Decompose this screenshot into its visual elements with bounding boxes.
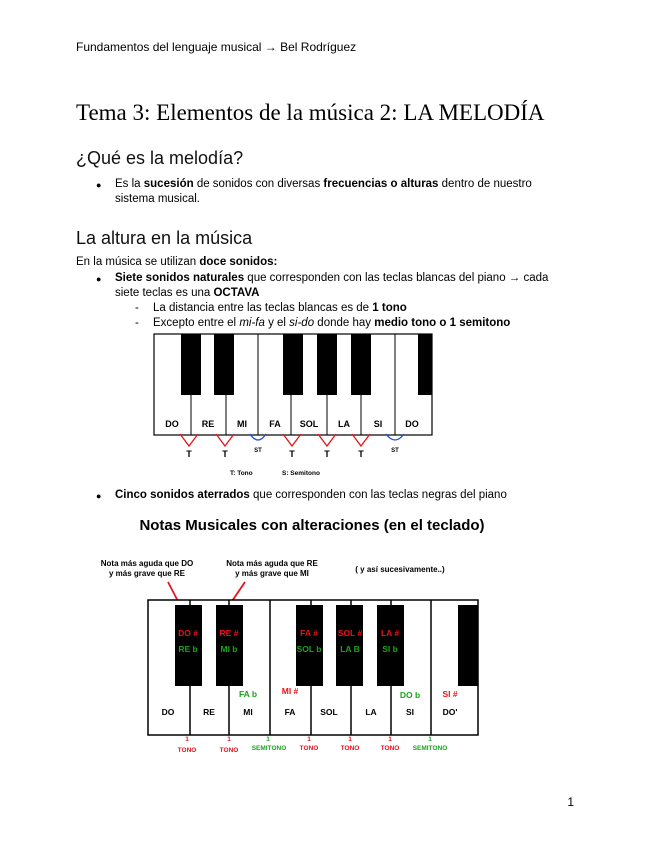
note2-line1: Nota más aguda que RE — [226, 559, 318, 568]
interval-label: ST — [391, 448, 399, 454]
white-note: LA — [365, 707, 377, 717]
black-key — [351, 334, 371, 395]
piano1-note: DO — [405, 419, 419, 429]
interval-label: T — [186, 449, 192, 459]
cinco-sonidos-text: Cinco sonidos aterrados que corresponden con las teclas negras del piano — [115, 489, 507, 501]
note2-line2: y más grave que MI — [235, 569, 309, 578]
flat-label: MI b — [220, 644, 238, 654]
interval-arc — [318, 434, 336, 446]
black-key — [458, 605, 478, 686]
interval-label: T — [289, 449, 295, 459]
interval-word: SEMITONO — [251, 745, 287, 752]
interval-arc — [352, 434, 370, 446]
white-alt-label: MI # — [281, 686, 299, 696]
section-heading-melodia: ¿Qué es la melodía? — [76, 148, 244, 168]
bullet-dot: ● — [96, 180, 102, 190]
sharp-label: DO # — [178, 628, 198, 638]
white-alt-label: DO b — [399, 690, 421, 700]
note1-line1: Nota más aguda que DO — [100, 559, 194, 568]
piano-diagram-2 — [80, 510, 500, 760]
black-key — [317, 334, 337, 395]
white-note: MI — [243, 707, 253, 717]
piano1-note: DO — [165, 419, 179, 429]
excepto-text: Excepto entre el mi-fa y el si-do donde hay medio tono o 1 semitono — [153, 317, 511, 329]
sharp-label: FA # — [300, 628, 318, 638]
piano2-title: Notas Musicales con alteraciones (en el teclado) — [139, 517, 485, 534]
piano1-note: LA — [338, 419, 350, 429]
interval-one: 1 — [307, 736, 311, 743]
interval-one: 1 — [266, 736, 270, 743]
page-header: Fundamentos del lenguaje musical → Bel Rodríguez — [76, 40, 357, 54]
white-note: RE — [203, 707, 215, 717]
altura-intro: En la música se utilizan doce sonidos: — [76, 256, 278, 268]
flat-label: SOL b — [296, 644, 322, 654]
section-heading-altura: La altura en la música — [76, 228, 253, 248]
black-key — [214, 334, 234, 395]
siete-sonidos-text: Siete sonidos naturales que corresponden con las teclas blancas del piano → cada siete teclas es una OCTAVA — [115, 272, 549, 299]
piano1-note: SI — [373, 419, 383, 429]
interval-one: 1 — [348, 736, 352, 743]
sharp-label: RE # — [219, 628, 239, 638]
white-note: SOL — [320, 707, 338, 717]
white-note: DO — [161, 707, 175, 717]
legend-tono: T: Tono — [230, 470, 253, 477]
legend-semitono: S: Semitono — [282, 470, 320, 477]
interval-arc — [283, 434, 301, 446]
black-key — [418, 334, 432, 395]
black-key — [181, 334, 201, 395]
interval-arc — [180, 434, 198, 446]
interval-word: TONO — [219, 747, 239, 754]
note1-line2: y más grave que RE — [108, 569, 186, 578]
flat-label: RE b — [178, 644, 198, 654]
interval-word: TONO — [299, 745, 319, 752]
interval-one: 1 — [388, 736, 392, 743]
page-number: 1 — [567, 795, 574, 809]
interval-word: TONO — [340, 745, 360, 752]
flat-label: LA B — [340, 644, 360, 654]
bullet-dot: ● — [96, 491, 102, 501]
interval-one: 1 — [428, 736, 432, 743]
piano1-note: RE — [201, 419, 215, 429]
page-title: Tema 3: Elementos de la música 2: LA MELODÍA — [76, 100, 545, 125]
interval-arc — [216, 434, 234, 446]
dash: - — [135, 302, 139, 314]
flat-label: SI b — [382, 644, 398, 654]
white-alt-label: SI # — [442, 689, 458, 699]
interval-label: ST — [254, 448, 262, 454]
white-note: FA — [284, 707, 296, 717]
piano1-note: MI — [237, 419, 247, 429]
piano-diagram-1 — [150, 330, 440, 478]
black-key — [283, 334, 303, 395]
interval-one: 1 — [227, 736, 231, 743]
piano1-note: SOL — [299, 419, 319, 429]
interval-word: TONO — [177, 747, 197, 754]
sharp-label: SOL # — [337, 628, 363, 638]
interval-label: T — [222, 449, 228, 459]
interval-word: TONO — [380, 745, 400, 752]
note3: ( y así sucesivamente..) — [355, 565, 445, 574]
interval-one: 1 — [185, 736, 189, 743]
interval-label: T — [324, 449, 330, 459]
distancia-text: La distancia entre las teclas blancas es de 1 tono — [153, 302, 407, 314]
bullet-dot: ● — [96, 274, 102, 284]
melodia-definition: Es la sucesión de sonidos con diversas frecuencias o alturas dentro de nuestro sistema musical. — [115, 178, 532, 205]
white-note: SI — [405, 707, 415, 717]
white-note: DO' — [442, 707, 458, 717]
piano1-note: FA — [269, 419, 281, 429]
sharp-label: LA # — [380, 628, 400, 638]
white-alt-label: FA b — [238, 689, 258, 699]
dash: - — [135, 317, 139, 329]
interval-word: SEMITONO — [412, 745, 448, 752]
interval-label: T — [358, 449, 364, 459]
